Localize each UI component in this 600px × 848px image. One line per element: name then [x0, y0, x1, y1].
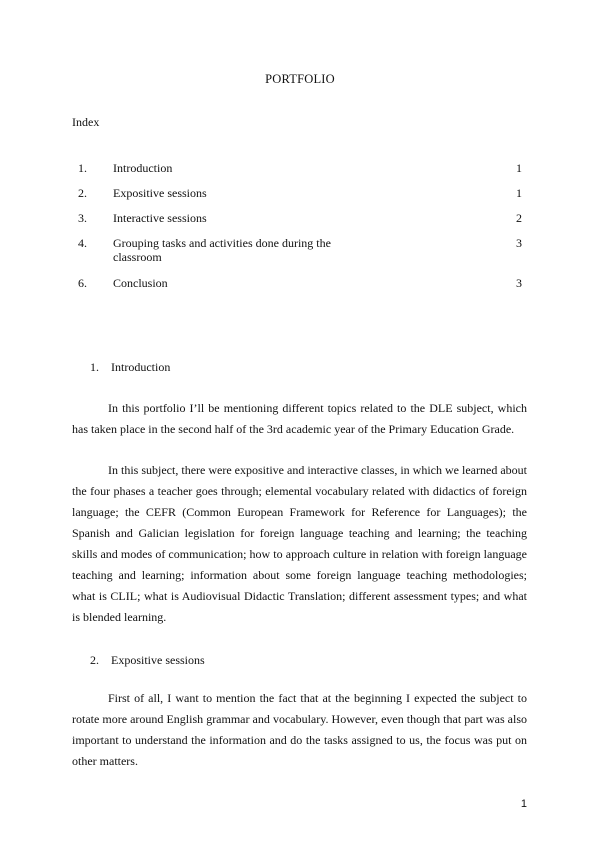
- toc-row: [72, 186, 532, 211]
- toc-page-number: 2: [516, 211, 522, 225]
- toc-number: 6.: [78, 276, 87, 290]
- toc-entry-text: Expositive sessions: [113, 186, 207, 200]
- toc-number: 4.: [78, 236, 87, 250]
- paragraph: First of all, I want to mention the fact that at the beginning I expected the subject to rotate more around English grammar and vocabulary. However, even though that part was also important to understand the information and do the tasks assigned to us, the focus was put on other matters.: [72, 691, 527, 768]
- toc-row: [72, 211, 532, 236]
- paragraph: In this subject, there were expositive and interactive classes, in which we learned about the four phases a teacher goes through; elemental vocabulary related with didactics of foreign language; the CEFR (Common European Framework for Reference for Languages); the Spanish and Galician legislation for foreign language teaching and learning; the teaching skills and modes of communication; how to approach culture in relation with foreign language teaching and learning; information about some foreign language teaching methodologies; what is CLIL; what is Audiovisual Didactic Translation; different assessment types; and what is blended learning.: [72, 463, 527, 624]
- toc-number: 2.: [78, 186, 87, 200]
- section-heading-expositive: [90, 653, 205, 668]
- toc-number: 3.: [78, 211, 87, 225]
- paragraph: In this portfolio I’ll be mentioning different topics related to the DLE subject, which has taken place in the second half of the 3rd academic year of the Primary Education Grade.: [72, 401, 527, 436]
- page-number: 1: [520, 798, 527, 810]
- toc-entry-text: Grouping tasks and activities done during the classroom: [113, 236, 331, 264]
- toc-page-number: 3: [516, 276, 522, 290]
- section-number: 1.: [90, 360, 99, 374]
- toc-page-number: 3: [516, 236, 522, 250]
- index-label: Index: [72, 115, 100, 129]
- toc-row: [72, 236, 532, 276]
- document-title: PORTFOLIO: [265, 72, 335, 86]
- section-heading-text: Expositive sessions: [111, 653, 205, 667]
- toc-entry-text: Interactive sessions: [113, 211, 207, 225]
- toc-page-number: 1: [516, 186, 522, 200]
- section-heading-introduction: [90, 360, 170, 375]
- toc-row: [72, 161, 532, 186]
- toc-page-number: 1: [516, 161, 522, 175]
- section-heading-text: Introduction: [111, 360, 171, 374]
- toc-entry-text: Introduction: [113, 161, 173, 175]
- toc-number: 1.: [78, 161, 87, 175]
- table-of-contents: [72, 161, 532, 301]
- section-number: 2.: [90, 653, 99, 667]
- toc-entry-text: Conclusion: [113, 276, 168, 290]
- toc-row: [72, 276, 532, 301]
